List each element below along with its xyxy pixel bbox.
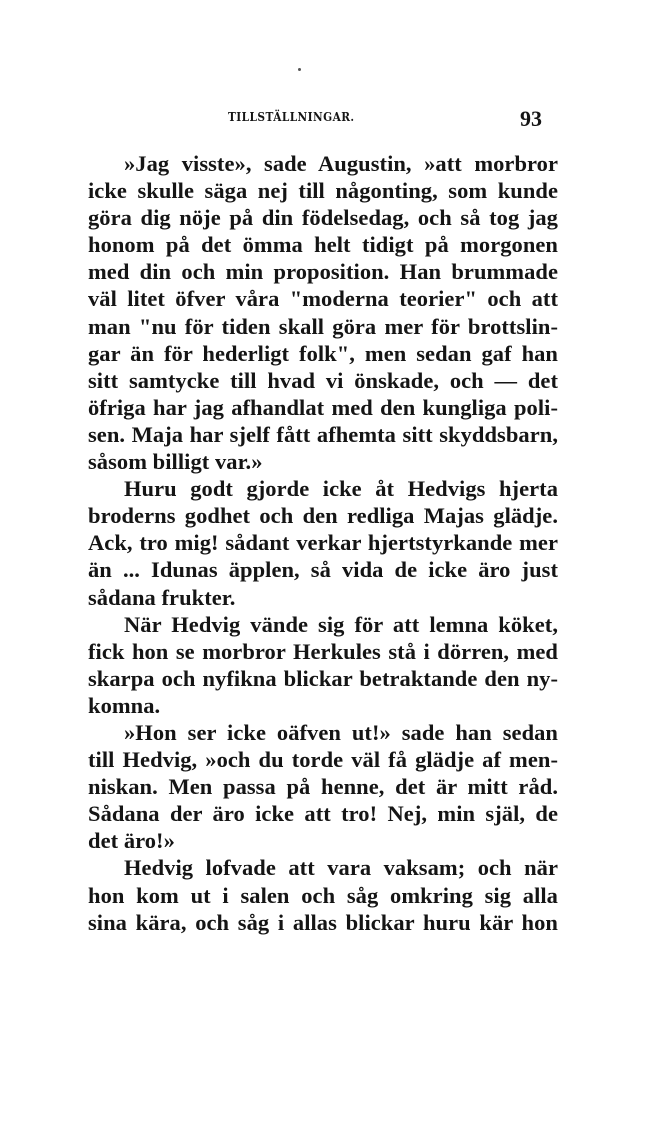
text-line: icke skulle säga nej till någonting, som kunde [88, 178, 558, 204]
text-line: med din och min proposition. Han brummade [88, 259, 558, 285]
text-line: väl litet öfver våra "moderna teorier" och att [88, 286, 558, 312]
text-line: Ack, tro mig! sådant verkar hjertstyrkande mer [88, 530, 558, 556]
page-number: 93 [520, 106, 542, 131]
text-line: sitt samtycke till hvad vi önskade, och — det [88, 367, 558, 393]
text-line: fick hon se morbror Herkules stå i dörren, med [88, 638, 558, 664]
text-line: broderns godhet och den redliga Majas glädje. [88, 503, 558, 529]
text-line: öfriga har jag afhandlat med den kungliga poli- [88, 394, 558, 420]
text-line: sina kära, och såg i allas blickar huru kär hon [88, 909, 558, 935]
body-text [88, 150, 558, 936]
text-line: hon kom ut i salen och såg omkring sig alla [88, 882, 558, 908]
text-line: komna. [88, 692, 161, 718]
text-line: än ... Idunas äpplen, så vida de icke äro just [88, 557, 558, 583]
text-line: Hedvig lofvade att vara vaksam; och när [124, 855, 558, 881]
text-line: »Jag visste», sade Augustin, »att morbror [124, 151, 558, 176]
text-line: niskan. Men passa på henne, det är mitt råd. [88, 774, 558, 800]
running-title: TILLSTÄLLNINGAR. [228, 110, 355, 124]
text-line: såsom billigt var.» [88, 449, 263, 475]
text-line: sen. Maja har sjelf fått afhemta sitt skyddsbarn, [88, 421, 558, 447]
text-line: det äro!» [88, 828, 175, 854]
text-line: gar än för hederligt folk", men sedan gaf han [88, 340, 558, 366]
text-line: honom på det ömma helt tidigt på morgonen [88, 232, 558, 258]
text-line: man "nu för tiden skall göra mer för brottslin- [88, 313, 558, 339]
text-line: Sådana der äro icke att tro! Nej, min själ, de [88, 801, 558, 827]
text-line: Huru godt gjorde icke åt Hedvigs hjerta [124, 476, 558, 502]
ink-speck [298, 68, 301, 71]
text-line: skarpa och nyfikna blickar betraktande den ny- [88, 665, 558, 691]
text-line: »Hon ser icke oäfven ut!» sade han sedan [124, 719, 558, 745]
text-line: När Hedvig vände sig för att lemna köket, [124, 611, 558, 637]
text-line: sådana frukter. [88, 584, 236, 610]
text-line: göra dig nöje på din födelsedag, och så tog jag [88, 205, 558, 231]
text-line: till Hedvig, »och du torde väl få glädje af men- [88, 747, 558, 773]
running-head [88, 102, 548, 136]
